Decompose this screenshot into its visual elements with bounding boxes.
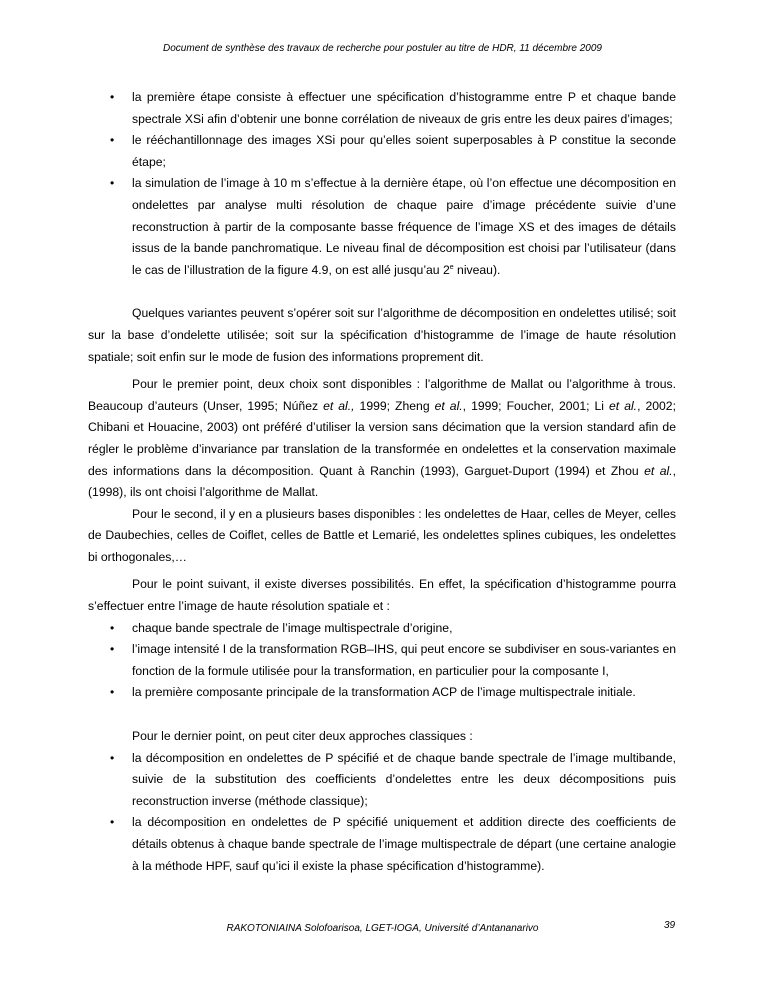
page-number: 39 xyxy=(664,920,676,931)
paragraph: Pour le second, il y en a plusieurs bases disponibles : les ondelettes de Haar, celles de Meyer, celles de Daubechies, celles de Coiflet, celles de Battle et Lemarié, les ondelettes splines cubiques, les ondelettes bi orthogonales,… xyxy=(88,506,676,564)
page-footer: RAKOTONIAINA Solofoarisoa, LGET-IOGA, Université d’Antananarivo xyxy=(226,923,539,934)
paragraph: Pour le point suivant, il existe diverses possibilités. En effet, la spécification d’histogramme pourra s’effectuer entre l’image de haute résolution spatiale et : xyxy=(88,577,676,614)
bullet-icon: • xyxy=(110,685,115,700)
bullet-icon: • xyxy=(110,750,115,765)
bullet-icon: • xyxy=(110,815,115,830)
page-header: Document de synthèse des travaux de recherche pour postuler au titre de HDR, 11 décembre 2009 xyxy=(163,43,602,54)
list-item: • la première composante principale de la transformation ACP de l’image multispectrale initiale. xyxy=(88,682,676,704)
bullet-icon: • xyxy=(110,620,115,635)
page-body xyxy=(88,87,676,877)
bullet-icon: • xyxy=(110,642,115,657)
list-item: • la simulation de l’image à 10 m s’effectue à la dernière étape, où l’on effectue une décomposition en ondelettes par analyse multi résolution de chaque paire d’image précédente suivie d’une reconstruction à partir de la composante basse fréquence de l’image XS et des images de détails issus de la bande panchromatique. Le niveau final de décomposition est choisi par l’utilisateur (dans le cas de l’illustration de la figure 4.9, on est allé jusqu’au 2e niveau). xyxy=(88,173,676,281)
bullet-list-steps xyxy=(88,87,676,281)
bullet-icon: • xyxy=(110,176,115,191)
bullet-icon: • xyxy=(110,90,115,104)
bullet-list-approaches xyxy=(88,748,676,878)
list-item: • chaque bande spectrale de l’image multispectrale d’origine, xyxy=(88,618,676,640)
bullet-list-options xyxy=(88,618,676,704)
list-item: • la première étape consiste à effectuer une spécification d’histogramme entre P et chaque bande spectrale XSi afin d’obtenir une bonne corrélation de niveaux de gris entre les deux paires d’images; xyxy=(88,87,676,130)
paragraph: Pour le premier point, deux choix sont disponibles : l’algorithme de Mallat ou l’algorithme à trous. Beaucoup d’auteurs (Unser, 1995; Núñez et al., 1999; Zheng et al., 1999; Foucher, 2001; Li et al., 2002; Chibani et Houacine, 2003) ont préféré d’utiliser la version sans décimation que la version standard afin de régler le problème d’invariance par translation de la transformée en ondelettes et la conservation maximale des informations dans la décomposition. Quant à Ranchin (1993), Garguet-Duport (1994) et Zhou et al., (1998), ils ont choisi l’algorithme de Mallat. xyxy=(88,377,676,500)
list-item: • la décomposition en ondelettes de P spécifié uniquement et addition directe des coefficients de détails obtenus à chaque bande spectrale de l’image multispectrale de départ (une certaine analogie à la méthode HPF, sauf qu’ici il existe la phase spécification d’histogramme). xyxy=(88,812,676,877)
paragraph: Quelques variantes peuvent s’opérer soit sur l’algorithme de décomposition en ondelettes utilisé; soit sur la base d’ondelette utilisée; soit sur la spécification d’histogramme de l’image de haute résolution spatiale; soit enfin sur le mode de fusion des informations proprement dit. xyxy=(88,306,676,364)
list-item: • le rééchantillonnage des images XSi pour qu’elles soient superposables à P constitue la seconde étape; xyxy=(88,130,676,173)
paragraph: Pour le dernier point, on peut citer deux approches classiques : xyxy=(132,729,473,744)
bullet-icon: • xyxy=(110,133,115,148)
list-item: • la décomposition en ondelettes de P spécifié et de chaque bande spectrale de l’image multibande, suivie de la substitution des coefficients d’ondelettes entre les deux décompositions puis reconstruction inverse (méthode classique); xyxy=(88,748,676,813)
list-item: • l’image intensité I de la transformation RGB–IHS, qui peut encore se subdiviser en sous-variantes en fonction de la formule utilisée pour la transformation, en particulier pour la composante I, xyxy=(88,639,676,682)
